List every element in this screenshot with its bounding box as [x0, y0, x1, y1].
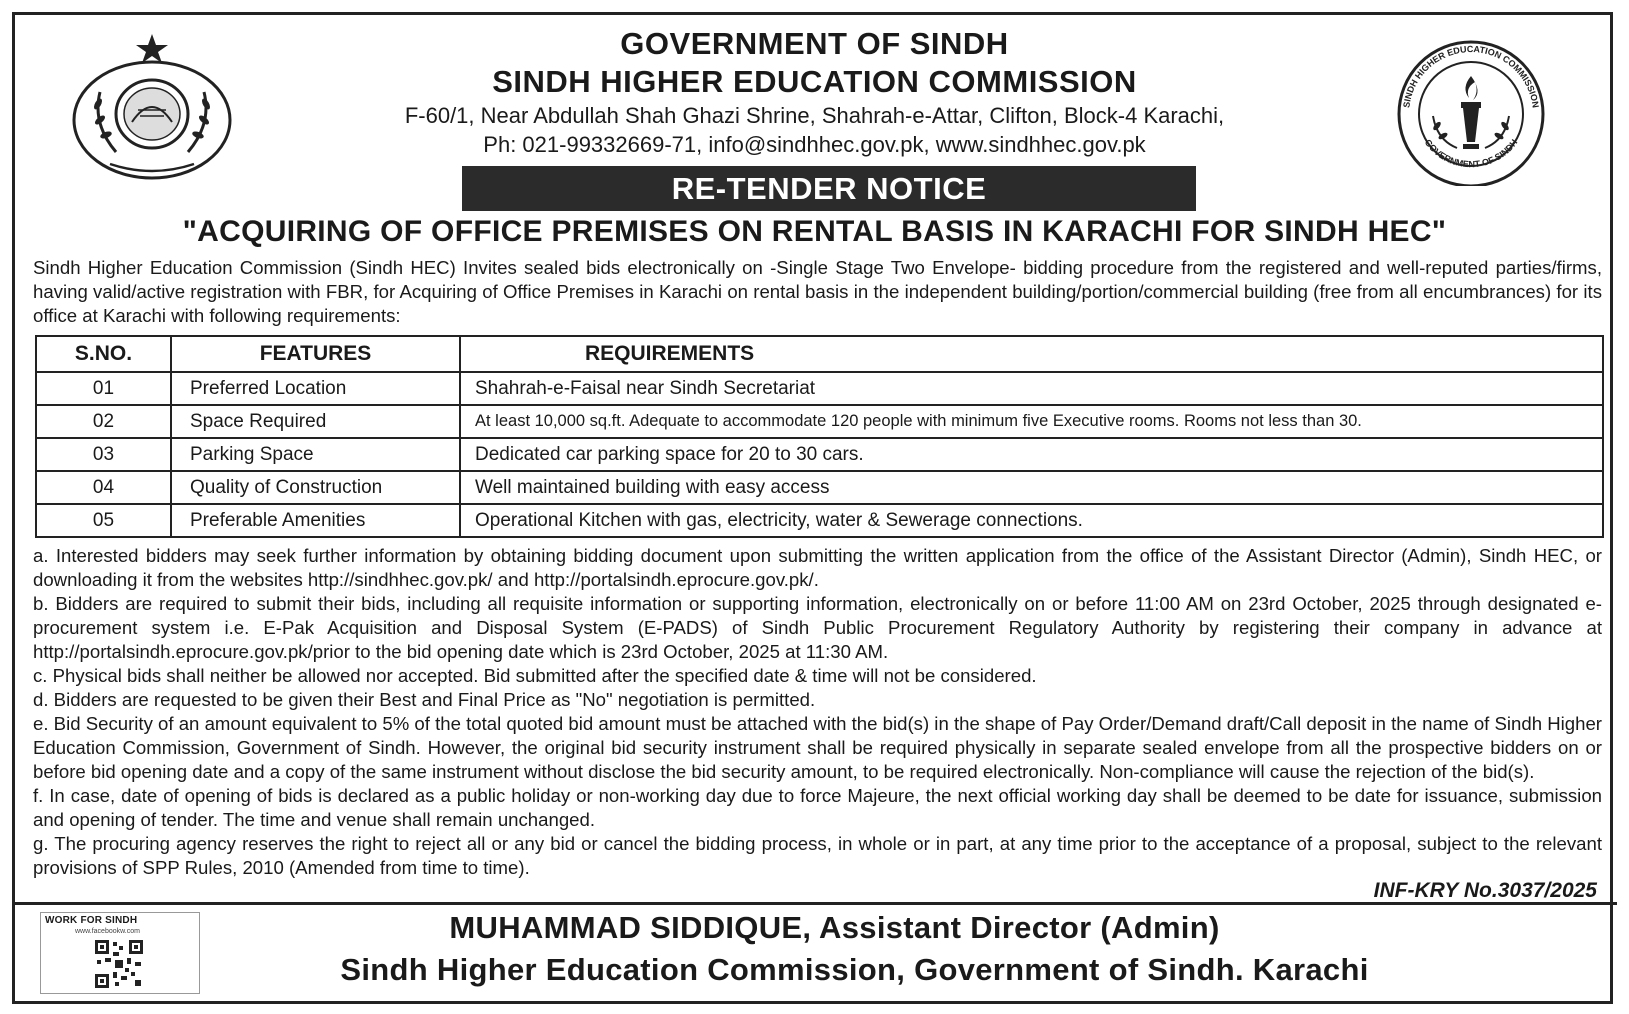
row-requirement: Shahrah-e-Faisal near Sindh Secretariat	[460, 372, 1603, 405]
table-row	[36, 504, 1603, 537]
row-feature: Preferable Amenities	[171, 504, 460, 537]
svg-text:SINDH HIGHER EDUCATION COMMISS: SINDH HIGHER EDUCATION COMMISSION	[1401, 43, 1541, 109]
notice-subject: "ACQUIRING OF OFFICE PREMISES ON RENTAL BASIS IN KARACHI FOR SINDH HEC"	[182, 215, 1447, 248]
badge-label: WORK FOR SINDH	[45, 915, 138, 926]
header-sno: S.NO.	[36, 336, 171, 372]
clauses-section	[33, 544, 1602, 880]
row-feature: Quality of Construction	[171, 471, 460, 504]
row-sno: 05	[36, 504, 171, 537]
row-requirement: Dedicated car parking space for 20 to 30 cars.	[460, 438, 1603, 471]
table-row	[36, 471, 1603, 504]
intro-paragraph: Sindh Higher Education Commission (Sindh HEC) Invites sealed bids electronically on -Single Stage Two Envelope- bidding procedure from the registered and well-reputed parties/firms, having valid/active registration with FBR, for Acquiring of Office Premises in Karachi on rental basis in the independent building/portion/commercial building (free from all encumbrances) for its office at Karachi with following requirements:	[33, 257, 1602, 326]
badge-url: www.facebookw.com	[75, 928, 140, 935]
row-requirement: At least 10,000 sq.ft. Adequate to accommodate 120 people with minimum five Executive rooms. Rooms not less than 30.	[460, 405, 1603, 438]
clause-g: g. The procuring agency reserves the right to reject all or any bid or cancel the bidding process, in whole or in part, at any time prior to the acceptance of a proposal, subject to the relevant provisions of SPP Rules, 2010 (Amended from time to time).	[33, 833, 1602, 878]
row-sno: 04	[36, 471, 171, 504]
row-sno: 02	[36, 405, 171, 438]
table-header-row	[36, 336, 1603, 372]
row-sno: 03	[36, 438, 171, 471]
footer-divider	[12, 902, 1617, 905]
commission-title: SINDH HIGHER EDUCATION COMMISSION	[492, 64, 1137, 99]
notice-banner: RE-TENDER NOTICE	[462, 166, 1196, 211]
clause-b: b. Bidders are required to submit their bids, including all requisite information or supporting information, electronically on or before 11:00 AM on 23rd October, 2025 through designated e-procurement system i.e. E-Pak Acquisition and Disposal System (E-PADS) of Sindh Public Procurement Regulatory Authority by registering their company in advance at http://portalsindh.eprocure.gov.pk/prior to the bid opening date which is 23rd October, 2025 at 11:30 AM.	[33, 593, 1602, 662]
clause-a: a. Interested bidders may seek further information by obtaining bidding document upon submitting the written application from the office of the Assistant Director (Admin), Sindh HEC, or downloading it from the websites http://sindhhec.gov.pk/ and http://portalsindh.eprocure.gov.pk/.	[33, 545, 1602, 590]
clause-c: c. Physical bids shall neither be allowed nor accepted. Bid submitted after the specified date & time will not be considered.	[33, 665, 1037, 686]
table-row	[36, 438, 1603, 471]
row-requirement: Operational Kitchen with gas, electricity, water & Sewerage connections.	[460, 504, 1603, 537]
row-feature: Parking Space	[171, 438, 460, 471]
clause-e: e. Bid Security of an amount equivalent to 5% of the total quoted bid amount must be attached with the bid(s) in the shape of Pay Order/Demand draft/Call deposit in the name of Sindh Higher Education Commission, Government of Sindh. However, the original bid security instrument shall be required physically in separate sealed envelope from all the prospective bidders on or before bid opening date and a copy of the same instrument without disclose the bid security amount, to be required electronically. Non-compliance will cause the rejection of the bid(s).	[33, 713, 1602, 782]
table-row	[36, 405, 1603, 438]
signatory-name: MUHAMMAD SIDDIQUE, Assistant Director (Admin)	[449, 910, 1220, 945]
clause-f: f. In case, date of opening of bids is declared as a public holiday or non-working day due to force Majeure, the next official working day shall be deemed to be date for issuance, submission and opening of tender. The time and venue shall remain unchanged.	[33, 785, 1602, 830]
svg-text:GOVERNMENT OF SINDH: GOVERNMENT OF SINDH	[1422, 137, 1520, 170]
address: F-60/1, Near Abdullah Shah Ghazi Shrine, Shahrah-e-Attar, Clifton, Block-4 Karachi,	[404, 103, 1225, 128]
row-sno: 01	[36, 372, 171, 405]
clause-d: d. Bidders are requested to be given their Best and Final Price as "No" negotiation is permitted.	[33, 689, 816, 710]
reference-number: INF-KRY No.3037/2025	[1373, 879, 1597, 902]
row-requirement: Well maintained building with easy access	[460, 471, 1603, 504]
header-requirements: REQUIREMENTS	[460, 336, 1603, 372]
government-title: GOVERNMENT OF SINDH	[620, 26, 1009, 61]
contact-line: Ph: 021-99332669-71, info@sindhhec.gov.pk, www.sindhhec.gov.pk	[483, 132, 1146, 157]
table-row	[36, 372, 1603, 405]
header-features: FEATURES	[171, 336, 460, 372]
row-feature: Space Required	[171, 405, 460, 438]
signatory-organization: Sindh Higher Education Commission, Government of Sindh. Karachi	[340, 952, 1369, 987]
requirements-table	[35, 335, 1604, 538]
row-feature: Preferred Location	[171, 372, 460, 405]
